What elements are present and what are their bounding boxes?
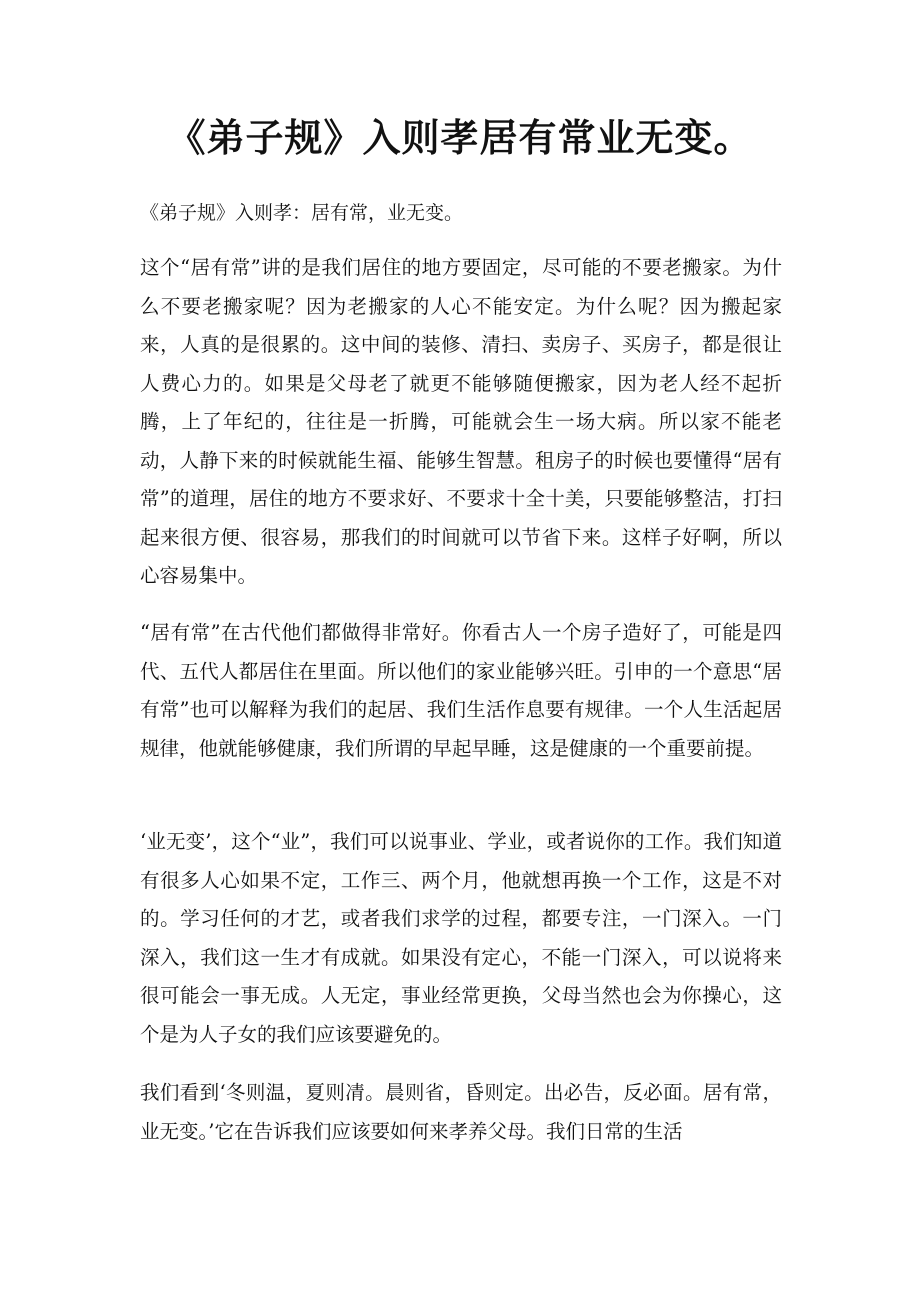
paragraph-1: 这个“居有常”讲的是我们居住的地方要固定，尽可能的不要老搬家。为什么不要老搬家呢？因为老搬家的人心不能安定。为什么呢？因为搬起家来，人真的是很累的。这中间的装修、清扫、卖房子、买房子，都是很让人费心力的。如果是父母老了就更不能够随便搬家，因为老人经不起折腾，上了年纪的，往往是一折腾，可能就会生一场大病。所以家不能老动，人静下来的时候就能生福、能够生智慧。租房子的时候也要懂得“居有常”的道理，居住的地方不要求好、不要求十全十美，只要能够整洁，打扫起来很方便、很容易，那我们的时间就可以节省下来。这样子好啊，所以心容易集中。	[140, 256, 782, 587]
paragraph-4: 我们看到‘冬则温，夏则凊。晨则省，昏则定。出必告，反必面。居有常，业无变。’它在告诉我们应该要如何来孝养父母。我们日常的生活	[140, 1081, 782, 1143]
paragraph-2: “居有常”在古代他们都做得非常好。你看古人一个房子造好了，可能是四代、五代人都居住在里面。所以他们的家业能够兴旺。引申的一个意思“居有常”也可以解释为我们的起居、我们生活作息要有规律。一个人生活起居规律，他就能够健康，我们所谓的早起早睡，这是健康的一个重要前提。	[140, 621, 782, 760]
paragraph-3: ‘业无变’，这个“业”，我们可以说事业、学业，或者说你的工作。我们知道有很多人心如果不定，工作三、两个月，他就想再换一个工作，这是不对的。学习任何的才艺，或者我们求学的过程，都要专注，一门深入。一门深入，我们这一生才有成就。如果没有定心，不能一门深入，可以说将来很可能会一事无成。人无定，事业经常更换，父母当然也会为你操心，这个是为人子女的我们应该要避免的。	[140, 830, 782, 1046]
document-title: 《弟子规》入则孝居有常业无变。	[167, 115, 753, 160]
document-subtitle: 《弟子规》入则孝：居有常，业无变。	[140, 202, 464, 224]
